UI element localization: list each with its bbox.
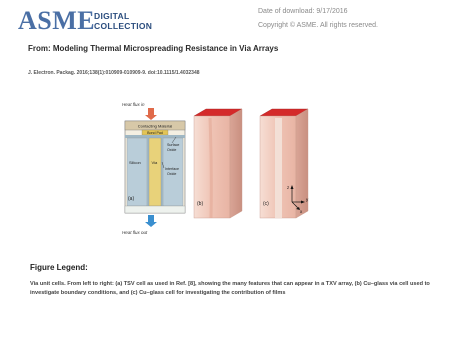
heat-flux-in-label: Heat flux in xyxy=(122,102,145,107)
article-title: From: Modeling Thermal Microspreading Resistance in Via Arrays xyxy=(28,44,279,53)
via-core xyxy=(149,138,161,206)
article-citation: J. Electron. Packag. 2016;138(1):010909-010909-9. doi:10.1115/1.4032348 xyxy=(28,70,200,76)
panel-b-side-face xyxy=(230,109,242,218)
bottom-layer xyxy=(125,206,185,213)
interface-oxide-left xyxy=(147,138,149,206)
heat-flux-in-arrow xyxy=(145,108,157,120)
panel-a xyxy=(122,102,185,235)
interface-oxide-label-1: Interface xyxy=(165,167,179,171)
surface-oxide-label-1: Surface xyxy=(167,143,180,147)
panel-c-label: (c) xyxy=(263,201,269,207)
heat-flux-out-label: Heat flux out xyxy=(122,230,148,235)
figure-image xyxy=(120,98,332,238)
via-label: Via xyxy=(151,160,158,165)
panel-c-via-column xyxy=(275,118,282,218)
figure-legend-title: Figure Legend: xyxy=(30,263,88,272)
download-date: Date of download: 9/17/2016 xyxy=(258,8,348,15)
panel-b-label: (b) xyxy=(197,201,204,207)
silicon-label: Silicon xyxy=(129,160,141,165)
bond-pad-label: Bond Pad xyxy=(147,131,163,135)
surface-oxide-layer xyxy=(125,135,185,138)
panel-c xyxy=(260,109,309,218)
asme-logo xyxy=(18,6,158,36)
figure-svg xyxy=(120,98,332,238)
panel-b-via-shading xyxy=(210,118,211,218)
logo-mark: ASME xyxy=(18,6,96,35)
panel-a-label: (a) xyxy=(128,196,135,202)
interface-oxide-right xyxy=(161,138,163,206)
figure-legend-text: Via unit cells. From left to right: (a) TSV cell as used in Ref. [8], showing the many features that can appear in a TXV array, (b) Cu–glass via cell used to investigate boundary conditions, and (c) Cu–glass cell for investigating the contribution of films xyxy=(30,281,430,296)
logo-line-collection: COLLECTION xyxy=(94,21,153,31)
contacting-material-label: Contacting Material xyxy=(137,123,173,129)
axis-z-label: z xyxy=(287,185,290,190)
logo-subtitle xyxy=(94,11,152,31)
copyright-notice: Copyright © ASME. All rights reserved. xyxy=(258,22,378,29)
logo-line-digital: DIGITAL xyxy=(94,11,130,21)
heat-flux-out-arrow xyxy=(145,215,157,227)
panel-b xyxy=(194,109,242,218)
axis-x-label: x xyxy=(300,209,303,214)
axis-y-label: y xyxy=(306,197,309,202)
interface-oxide-label-2: Oxide xyxy=(167,172,177,176)
surface-oxide-label-2: Oxide xyxy=(167,148,177,152)
